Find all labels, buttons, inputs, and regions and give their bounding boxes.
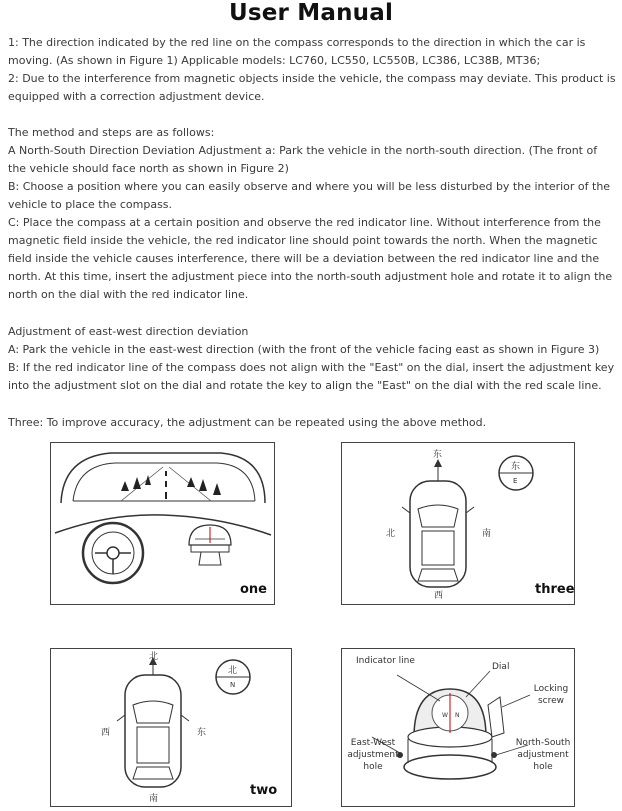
method-heading: The method and steps are as follows: xyxy=(8,126,215,139)
east-west-step-a: A: Park the vehicle in the east-west direction (with the front of the vehicle facing east as shown in Figure 3) xyxy=(8,343,600,356)
figure-three-south-label: 南 xyxy=(482,529,492,539)
figure-three-dial-cn: 东 xyxy=(511,462,521,472)
method-section xyxy=(8,124,618,304)
east-west-hole-label: East-West adjustment hole xyxy=(347,738,399,772)
dial-label: Dial xyxy=(492,662,510,672)
figure-two-east-label: 东 xyxy=(197,728,207,738)
svg-text:N: N xyxy=(455,712,460,719)
repeat-note: Three: To improve accuracy, the adjustment can be repeated using the above method. xyxy=(8,416,487,429)
car-east-illustration xyxy=(342,443,574,604)
figure-two xyxy=(50,648,292,807)
figure-two-dial-en: N xyxy=(230,681,236,689)
figure-three-west-label: 西 xyxy=(434,591,444,601)
east-west-heading: Adjustment of east-west direction deviation xyxy=(8,325,249,338)
figure-one xyxy=(50,442,275,605)
figure-three-east-label: 东 xyxy=(433,450,443,460)
figure-two-south-label: 南 xyxy=(149,794,159,804)
compass-parts-illustration xyxy=(342,649,574,806)
figure-three-north-label: 北 xyxy=(386,529,396,539)
intro-paragraph-2: 2: Due to the interference from magnetic objects inside the vehicle, the compass may deviate. This product is equipped with a correction adjustment device. xyxy=(8,72,616,103)
figure-two-dial-cn: 北 xyxy=(228,666,238,676)
figure-one-caption: one xyxy=(240,582,268,597)
method-step-a: A North-South Direction Deviation Adjustment a: Park the vehicle in the north-south direction. (The front of the vehicle should face north as shown in Figure 2) xyxy=(8,144,598,175)
dashboard-illustration xyxy=(51,443,274,604)
intro-section xyxy=(8,34,618,106)
figure-two-west-label: 西 xyxy=(101,728,111,738)
method-step-b: B: Choose a position where you can easily observe and where you will be less disturbed by the interior of the vehicle to place the compass. xyxy=(8,180,611,211)
east-west-section xyxy=(8,323,618,395)
indicator-line-label: Indicator line xyxy=(356,656,415,666)
intro-paragraph-1: 1: The direction indicated by the red line on the compass corresponds to the direction in which the car is moving. (As shown in Figure 1) Applicable models: LC760, LC550, LC550B, LC386, LC38B, MT36; xyxy=(8,36,586,67)
figure-three xyxy=(341,442,575,605)
locking-screw-label: Locking screw xyxy=(533,684,569,706)
figure-two-north-label: 北 xyxy=(149,652,159,662)
page-title: User Manual xyxy=(228,0,394,26)
east-west-step-b: B: If the red indicator line of the compass does not align with the "East" on the dial, insert the adjustment key into the adjustment slot on the dial and rotate the key to align the "East" on the dial with the red scale line. xyxy=(8,361,615,392)
north-south-hole-label: North-South adjustment hole xyxy=(515,738,571,772)
figure-three-caption: three xyxy=(535,582,575,597)
svg-text:W: W xyxy=(442,712,448,719)
method-step-c: C: Place the compass at a certain position and observe the red indicator line. Without interference from the magnetic field inside the vehicle, the red indicator line should point towards the north. When the magnetic field inside the vehicle causes interference, there will be a deviation between the red indicator line and the north. At this time, insert the adjustment piece into the north-south adjustment hole and rotate it to align the north on the dial with the red indicator line. xyxy=(8,216,613,301)
figure-four xyxy=(341,648,575,807)
figure-three-dial-en: E xyxy=(513,477,518,485)
figure-two-caption: two xyxy=(250,783,278,798)
